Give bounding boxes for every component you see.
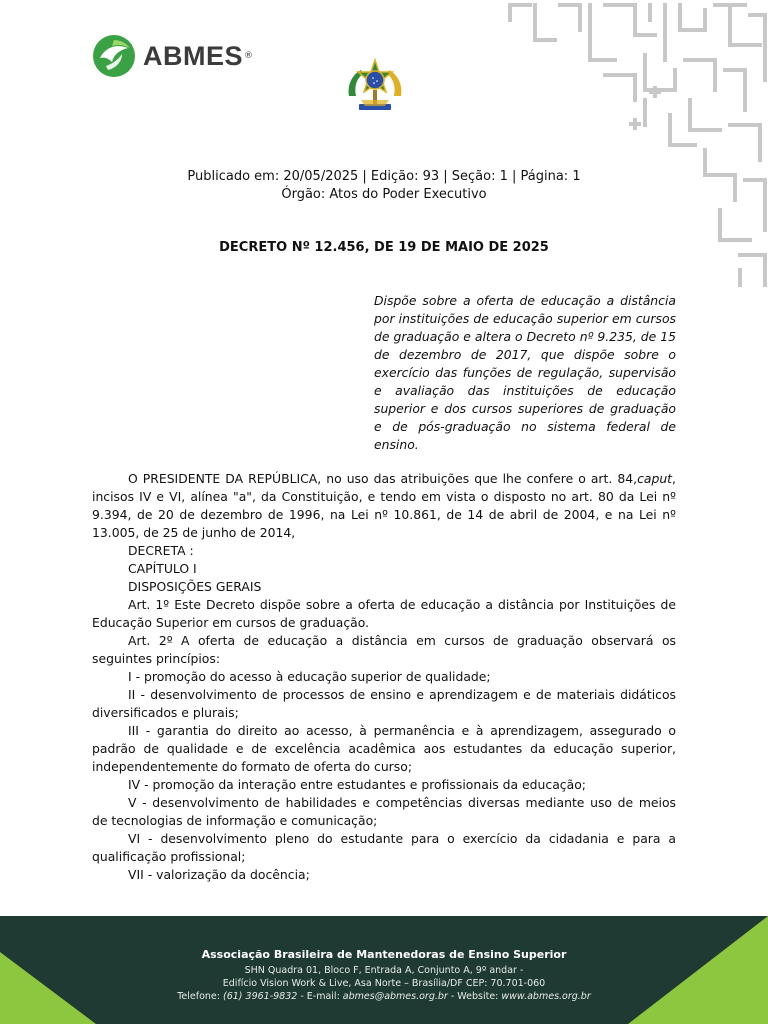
- publication-info: [0, 168, 768, 204]
- list-item: III - garantia do direito ao acesso, à permanência e à aprendizagem, assegurado o padrão de qualidade e de excelência acadêmica aos estudantes da educação superior, independentemente do formato de oferta do curso;: [92, 723, 676, 774]
- list-item: I - promoção do acesso à educação superior de qualidade;: [128, 669, 491, 684]
- publication-line: Publicado em: 20/05/2025 | Edição: 93 | Seção: 1 | Página: 1: [187, 169, 581, 184]
- chapter-heading: CAPÍTULO I: [128, 561, 197, 576]
- preamble: O PRESIDENTE DA REPÚBLICA, no uso das atribuições que lhe confere o art. 84,caput, incisos IV e VI, alínea "a", da Constituição, e tendo em vista o disposto no art. 80 da Lei nº 9.394, de 20 de dezembro de 1996, na Lei nº 10.861, de 14 de abril de 2004, e na Lei nº 13.005, de 25 de junho de 2014,: [92, 471, 676, 540]
- footer-contact: Telefone: (61) 3961-9832 - E-mail: abmes@abmes.org.br - Website: www.abmes.org.br: [177, 991, 591, 1002]
- decree-title: DECRETO Nº 12.456, DE 19 DE MAIO DE 2025: [219, 240, 549, 255]
- organ-line: Órgão: Atos do Poder Executivo: [281, 187, 487, 202]
- registered-mark: ®: [244, 51, 254, 61]
- list-item: II - desenvolvimento de processos de ensino e aprendizagem e de materiais didáticos diversificados e plurais;: [92, 687, 676, 720]
- decree-ementa: Dispõe sobre a oferta de educação a distância por instituições de educação superior em cursos de graduação e altera o Decreto nº 9.235, de 15 de dezembro de 2017, que dispõe sobre o exercício das funções de regulação, supervisão e avaliação das instituições de educação superior e dos cursos superiores de graduação e de pós-graduação no sistema federal de ensino.: [374, 293, 676, 452]
- article-1: Art. 1º Este Decreto dispõe sobre a oferta de educação a distância por Instituições de Educação Superior em cursos de graduação.: [92, 597, 676, 630]
- page-footer: [0, 916, 768, 1024]
- footer-phone[interactable]: (61) 3961-9832: [223, 991, 298, 1002]
- footer-email-link[interactable]: abmes@abmes.org.br: [342, 991, 448, 1002]
- decreta-line: DECRETA :: [128, 543, 194, 558]
- chapter-title: DISPOSIÇÕES GERAIS: [128, 579, 262, 594]
- list-item: VII - valorização da docência;: [128, 867, 310, 882]
- footer-website-link[interactable]: www.abmes.org.br: [501, 991, 591, 1002]
- list-item: V - desenvolvimento de habilidades e competências diversas mediante uso de meios de tecnologias de informação e comunicação;: [92, 795, 676, 828]
- decree-body: [92, 470, 676, 884]
- caput-italic: caput: [637, 471, 673, 486]
- abmes-bird-icon: [92, 34, 136, 78]
- article-2: Art. 2º A oferta de educação a distância em cursos de graduação observará os seguintes princípios:: [92, 633, 676, 666]
- brazil-coat-of-arms-icon: [343, 56, 407, 120]
- list-item: VI - desenvolvimento pleno do estudante para o exercício da cidadania e para a qualificação profissional;: [92, 831, 676, 864]
- footer-address-2: Edifício Vision Work & Live, Asa Norte – Brasília/DF CEP: 70.701-060: [222, 978, 546, 989]
- list-item: IV - promoção da interação entre estudantes e profissionais da educação;: [128, 777, 586, 792]
- footer-organization: Associação Brasileira de Mantenedoras de Ensino Superior: [201, 948, 567, 961]
- footer-address-1: SHN Quadra 01, Bloco F, Entrada A, Conjunto A, 9º andar -: [244, 965, 524, 976]
- logo-wordmark: ABMES: [143, 40, 244, 71]
- abmes-logo: [92, 34, 253, 78]
